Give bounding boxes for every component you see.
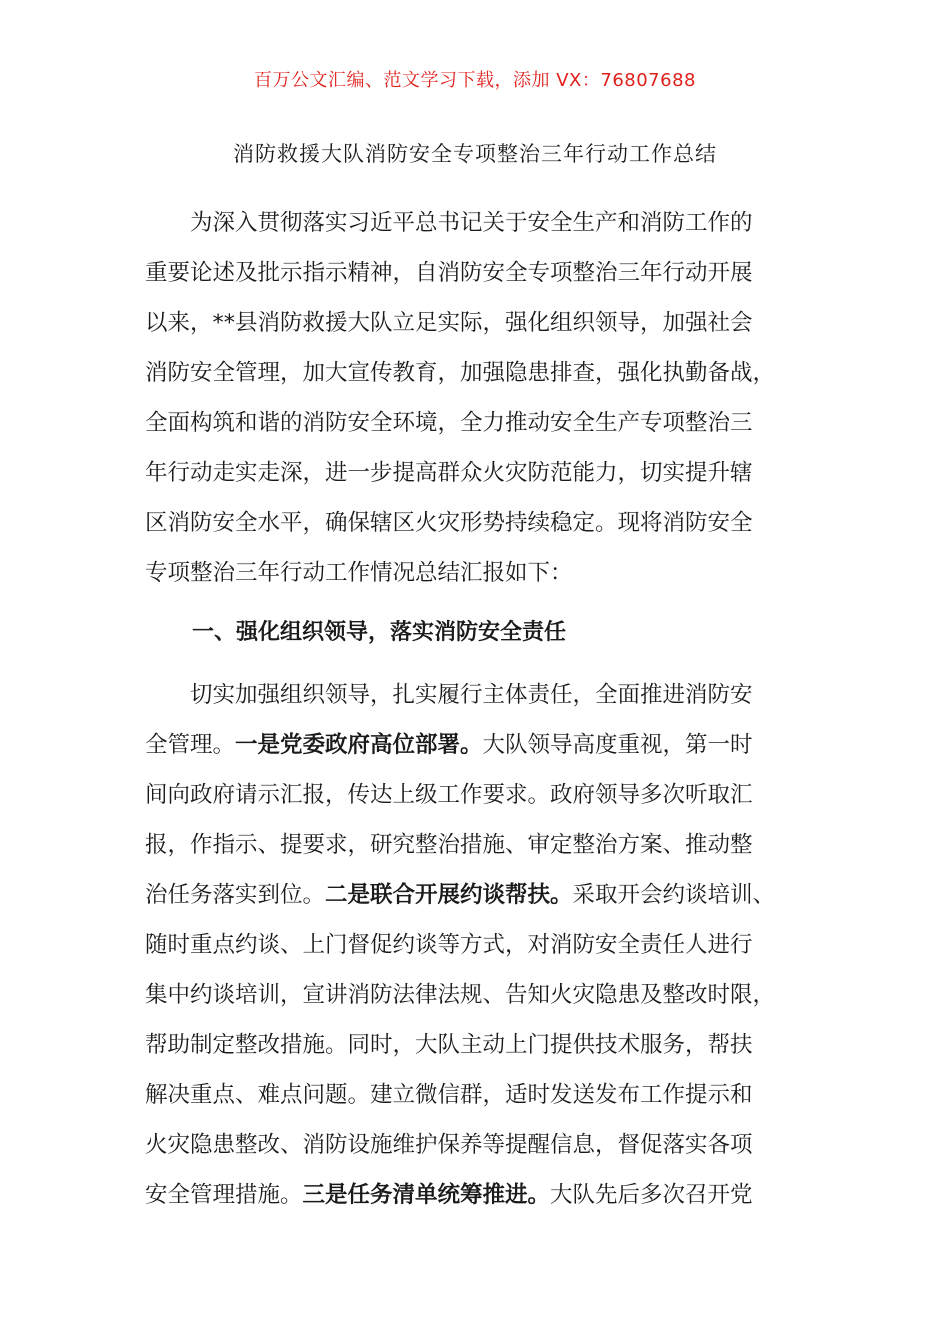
section-1-line-5	[145, 880, 775, 910]
intro-line-8: 专项整治三年行动工作情况总结汇报如下：	[145, 560, 573, 586]
section-1-line-9: 解决重点、难点问题。建立微信群，适时发送发布工作提示和	[145, 1082, 753, 1108]
bold-point-3: 三是任务清单统筹推进。	[302, 1182, 551, 1208]
intro-line-7: 区消防安全水平，确保辖区火灾形势持续稳定。现将消防安全	[145, 510, 753, 536]
section-1-line-11	[145, 1180, 753, 1210]
section-1-line-3: 间向政府请示汇报，传达上级工作要求。政府领导多次听取汇	[145, 782, 753, 808]
section-1-line-2	[145, 730, 753, 760]
text-span: 大队先后多次召开党	[550, 1182, 753, 1208]
section-1-line-8: 帮助制定整改措施。同时，大队主动上门提供技术服务，帮扶	[145, 1032, 753, 1058]
intro-line-5: 全面构筑和谐的消防安全环境，全力推动安全生产专项整治三	[145, 410, 753, 436]
document-title: 消防救援大队消防安全专项整治三年行动工作总结	[233, 142, 717, 166]
text-span: 采取开会约谈培训、	[572, 882, 776, 908]
section-1-line-4: 报，作指示、提要求，研究整治措施、审定整治方案、推动整	[145, 832, 753, 858]
intro-line-2: 重要论述及批示指示精神，自消防安全专项整治三年行动开展	[145, 260, 753, 286]
section-1-line-10: 火灾隐患整改、消防设施维护保养等提醒信息，督促落实各项	[145, 1132, 753, 1158]
header-note: 百万公文汇编、范文学习下载，添加 VX：76807688	[254, 70, 696, 91]
text-span: 大队领导高度重视，第一时	[482, 732, 753, 758]
text-span: 全管理。	[145, 732, 236, 758]
text-span: 安全管理措施。	[145, 1182, 303, 1208]
intro-line-4: 消防安全管理，加大宣传教育，加强隐患排查，强化执勤备战，	[145, 360, 776, 386]
section-1-line-1: 切实加强组织领导，扎实履行主体责任，全面推进消防安	[145, 682, 753, 708]
section-1-heading: 一、强化组织领导，落实消防安全责任	[192, 620, 567, 645]
bold-point-1: 一是党委政府高位部署。	[235, 732, 483, 758]
text-span: 治任务落实到位。	[145, 882, 326, 908]
intro-line-6: 年行动走实走深，进一步提高群众火灾防范能力，切实提升辖	[145, 460, 753, 486]
section-1-line-6: 随时重点约谈、上门督促约谈等方式，对消防安全责任人进行	[145, 932, 753, 958]
bold-point-2: 二是联合开展约谈帮扶。	[325, 882, 573, 908]
intro-line-3: 以来，**县消防救援大队立足实际，强化组织领导，加强社会	[145, 310, 753, 336]
section-1-line-7: 集中约谈培训，宣讲消防法律法规、告知火灾隐患及整改时限，	[145, 982, 776, 1008]
intro-line-1: 为深入贯彻落实习近平总书记关于安全生产和消防工作的	[145, 210, 753, 236]
